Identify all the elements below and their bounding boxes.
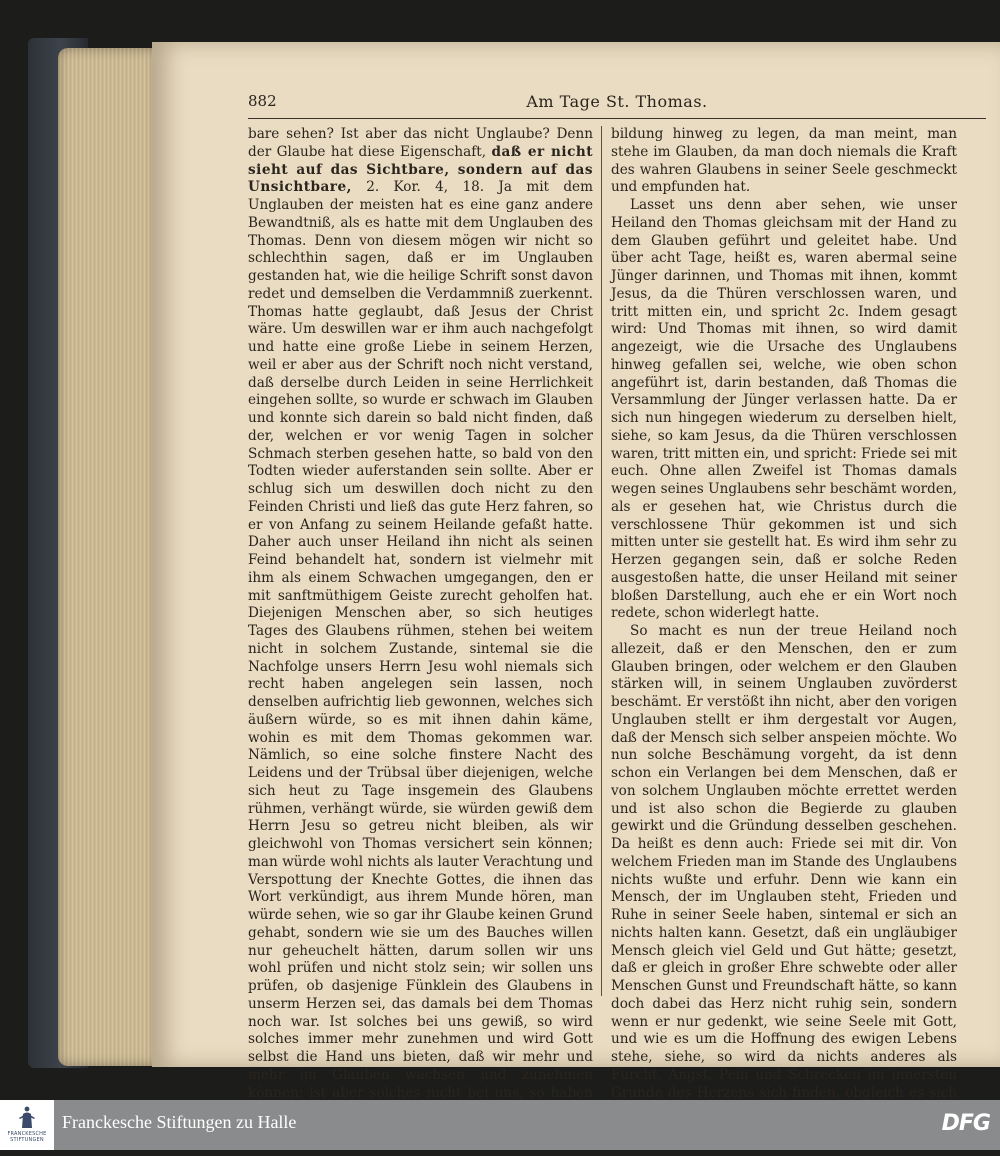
dfg-logo[interactable]: DFG (941, 1111, 990, 1136)
text-run: bare sehen? Ist aber das nicht Unglaube? Denn der Glaube hat diese Eigenschaft, (248, 126, 593, 160)
paragraph: So macht es nun der treue Heiland noch allezeit, daß er den Menschen, den er zum Glauben bringen, oder welchem er den Glauben stärken will, in seinem Unglauben zuvörderst beschämt. Er verstößt ihn nicht, aber den vorigen Unglauben stellt er ihm dergestalt vor Augen, daß der Mensch sich selber anspeien möchte. Wo nun solche Beschämung vorgeht, da ist denn schon ein Verlangen bei dem Menschen, daß er von solchem Unglauben möchte errettet werden und ist also schon die Begierde zu glauben gewirkt und die Gründung desselben geschehen. Da heißt es denn auch: Friede sei mit dir. Von welchem Frieden man im Stande des Unglaubens nichts wußte und erfuhr. Denn wie kann ein Mensch, der im Unglauben steht, Frieden und Ruhe in seiner Seele haben, sintemal er sich an nichts halten kann. Gesetzt, daß ein ungläubiger Mensch gleich viel Geld und Gut hätte; gesetzt, daß er gleich in großer Ehre schwebte oder aller Menschen Gunst und Freundschaft hätte, so kann doch dabei das Herz nicht ruhig sein, sondern wenn er nur gedenkt, wie seine Seele mit Gott, und wie es um die Hoffnung des ewigen Lebens stehe, siehe, so wird da nichts anderes als Furcht, Angst, Pein und Schrecken im innersten Grunde des Herzens sich finden, obgleich es sich (611, 623, 957, 1101)
text-column-left (248, 126, 593, 1156)
footer-bar (0, 1100, 1000, 1150)
paragraph: Lasset uns denn aber sehen, wie unser Heiland den Thomas gleichsam mit der Hand zu dem Glauben geführt und geleitet habe. Und über acht Tage, heißt es, waren abermal seine Jünger darinnen, und Thomas mit ihnen, kommt Jesus, da die Thüren verschlossen waren, und tritt mitten ein, und spricht 2c. Indem gesagt wird: Und Thomas mit ihnen, so wird damit angezeigt, wie die Ursache des Unglaubens hinweg gefallen sei, welche, wie oben schon angeführt ist, darin bestanden, daß Thomas die Versammlung der Jünger verlassen hatte. Da er sich nun hingegen wiederum zu derselben hielt, siehe, so kam Jesus, da die Thüren verschlossen waren, tritt mitten ein, und spricht: Friede sei mit euch. Ohne allen Zweifel ist Thomas damals wegen seines Unglaubens sehr beschämt worden, als er gesehen hat, wie Christus durch die verschlossene Thür gekommen ist und sich mitten unter sie gestellt hat. Es wird ihm sehr zu Herzen gegangen sein, daß er solche Reden ausgestoßen hatte, die unser Heiland mit seiner bloßen Darstellung, auch ehe er ein Wort noch redete, schon widerlegt hatte. (611, 197, 957, 622)
foundation-logo[interactable] (0, 1100, 54, 1150)
page-number: 882 (248, 92, 277, 110)
paragraph (248, 126, 593, 1156)
column-divider (601, 126, 602, 996)
paragraph: bildung hinweg zu legen, da man meint, man stehe im Glauben, da man doch niemals die Kraft des wahren Glaubens in seiner Seele geschmeckt und empfunden hat. (611, 126, 957, 196)
logo-text (0, 1131, 54, 1143)
institution-name[interactable]: Franckesche Stiftungen zu Halle (62, 1112, 297, 1132)
foundation-emblem-icon (19, 1106, 35, 1128)
text-column-right (611, 126, 957, 1120)
running-title: Am Tage St. Thomas. (526, 92, 708, 111)
text-run: 2. Kor. 4, 18. Ja mit dem Unglauben der meisten hat es eine ganz andere Bewandtniß, als es hatte mit dem Unglauben des Thomas. Denn von diesem mögen wir nicht so schlechthin sagen, daß er im Unglauben gestanden hat, wie die heilige Schrift sonst davon redet und demselben die Verdammniß zuerkennt. Thomas hatte geglaubt, daß Jesus der Christ wäre. Um deswillen war er ihm auch nachgefolgt und hatte eine große Liebe in seinem Herzen, weil er aber aus der Schrift noch nicht verstand, daß derselbe durch Leiden in seine Herrlichkeit eingehen sollte, so wurde er schwach im Glauben und konnte sich darein so bald nicht finden, daß der, welchen er vor wenig Tagen in solcher Schmach sterben gesehen hatte, so bald von den Todten wieder auferstanden sein sollte. Aber er schlug sich um deswillen doch nicht zu den Feinden Christi und ließ das gute Herz fahren, so er von Anfang zu seinem Heilande gefaßt hatte. Daher auch unser Heiland ihn nicht als seinen Feind behandelt hat, sondern ist vielmehr mit ihm als einem Schwachen umgegangen, den er mit sanftmüthigem Geiste zurecht geholfen hat. Diejenigen Menschen aber, so sich heutiges Tages des Glaubens rühmen, stehen bei weitem nicht in solchem Zustande, sintemal sie die Nachfolge unsers Herrn Jesu wohl niemals sich recht haben angelegen sein lassen, noch denselben aufrichtig lieb gewonnen, welches sich äußern würde, so es mit ihnen dahin käme, wohin es mit dem Thomas gekommen war. Nämlich, so eine solche finstere Nacht des Leidens und der Trübsal über diejenigen, welche sich heut zu Tage insgemein des Glaubens rühmen, verhängt würde, sie würden gewiß dem Herrn Jesu so getreu nicht bleiben, als wir gleichwohl von Thomas versichert sein können; man würde wohl nichts als lauter Verachtung und Verspottung der Knechte Gottes, die ihnen das Wort verkündigt, aus ihrem Munde hören, man würde sehen, wie so gar ihr Glaube keinen Grund gehabt, sondern wie sie um des Bauches willen nur geheuchelt hätten, darum sollen wir uns wohl prüfen und nicht stolz sein; wir sollen uns prüfen, ob dasjenige Fünklein des Glaubens in unserm Herzen sei, das damals bei dem Thomas noch war. Ist solches bei uns gewiß, so wird solches immer mehr zunehmen und wird Gott selbst die Hand uns bieten, daß wir mehr und mehr im Glauben wachsen und zunehmen können; ist aber solches nicht bei uns, so haben (248, 179, 593, 1101)
page-edges (58, 48, 158, 1066)
logo-text-line: STIFTUNGEN (10, 1137, 44, 1143)
running-header (248, 92, 986, 119)
emphasized-text: daß er nicht sieht auf das Sichtbare, sondern auf das Unsichtbare, (248, 143, 594, 196)
logo-text-line: FRANCKESCHE (7, 1131, 47, 1137)
